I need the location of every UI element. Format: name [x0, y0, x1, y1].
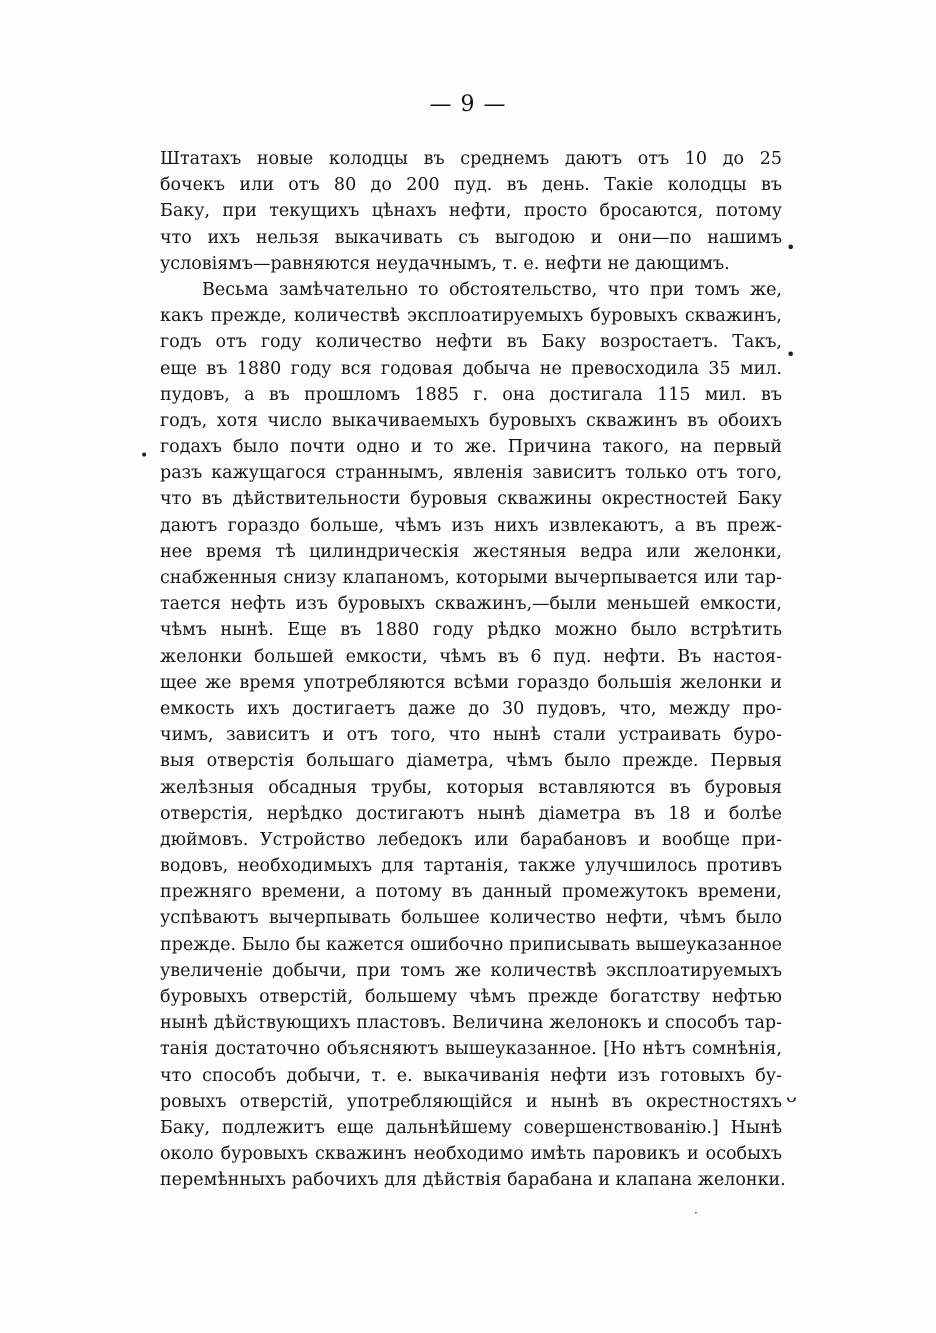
- text-line: ровыхъ отверстій, употребляющійся и нынѣ въ окрестностяхъ: [160, 1091, 782, 1112]
- text-line: желонки большей емкости, чѣмъ въ 6 пуд. нефти. Въ настоя-: [160, 646, 782, 667]
- text-line: бочекъ или отъ 80 до 200 пуд. въ день. Такіе колодцы въ: [160, 175, 782, 196]
- text-line: даютъ гораздо больше, чѣмъ изъ нихъ извлекаютъ, а въ преж-: [160, 515, 782, 536]
- text-line: танія достаточно объясняютъ вышеуказанное. [Но нѣтъ сомнѣнія,: [160, 1039, 782, 1060]
- margin-mark: •: [786, 238, 796, 257]
- text-line: отверстія, нерѣдко достигаютъ нынѣ діаметра въ 18 и болѣе: [160, 803, 782, 824]
- text-line: Весьма замѣчательно то обстоятельство, что при томъ же,: [202, 279, 782, 300]
- text-line: что способъ добычи, т. е. выкачиванія нефти изъ готовыхъ бу-: [160, 1065, 782, 1086]
- margin-mark: •: [140, 448, 149, 464]
- text-line: буровыхъ отверстій, большему чѣмъ прежде богатству нефтью: [160, 987, 782, 1007]
- text-line: Баку, при текущихъ цѣнахъ нефти, просто бросаются, потому: [160, 201, 782, 222]
- text-line: водовъ, необходимыхъ для тартанія, также улучшилось противъ: [160, 856, 782, 877]
- text-line: разъ кажущагося страннымъ, явленія зависитъ только отъ того,: [160, 463, 782, 484]
- text-line: условіямъ—равняются неудачнымъ, т. е. нефти не дающимъ.: [160, 253, 730, 274]
- text-line: около буровыхъ скважинъ необходимо имѣть паровикъ и особыхъ: [160, 1144, 782, 1165]
- text-line: годахъ было почти одно и то же. Причина такого, на первый: [160, 437, 782, 458]
- text-line: снабженныя снизу клапаномъ, которыми вычерпывается или тар-: [160, 568, 782, 588]
- text-line: нынѣ дѣйствующихъ пластовъ. Величина желонокъ и способъ тар-: [160, 1013, 782, 1034]
- body-text: [160, 146, 786, 1194]
- text-line: еще въ 1880 году вся годовая добыча не превосходила 35 мил.: [160, 358, 782, 379]
- text-line: пудовъ, а въ прошломъ 1885 г. она достигала 115 мил. въ: [160, 384, 782, 405]
- text-line: щее же время употребляются всѣми гораздо большія желонки и: [160, 672, 782, 693]
- text-line: емкость ихъ достигаетъ даже до 30 пудовъ, что, между про-: [160, 698, 782, 719]
- text-line: увеличеніе добычи, при томъ же количествѣ эксплоатируемыхъ: [160, 960, 782, 981]
- text-line: успѣваютъ вычерпывать большее количество нефти, чѣмъ было: [160, 908, 782, 929]
- text-line: нее время тѣ цилиндрическія жестяныя ведра или желонки,: [160, 541, 782, 562]
- text-line: годъ, хотя число выкачиваемыхъ буровыхъ скважинъ въ обоихъ: [160, 410, 782, 431]
- text-line: чимъ, зависитъ и отъ того, что нынѣ стали устраивать буро-: [160, 725, 782, 746]
- text-line: Баку, подлежитъ еще дальнѣйшему совершенствованію.] Нынѣ: [160, 1117, 782, 1138]
- text-line: чѣмъ нынѣ. Еще въ 1880 году рѣдко можно было встрѣтить: [160, 620, 782, 641]
- margin-mark: ᴗ: [786, 1086, 797, 1107]
- text-line: прежняго времени, а потому въ данный промежутокъ времени,: [160, 882, 782, 903]
- text-line: прежде. Было бы кажется ошибочно приписывать вышеуказанное: [160, 934, 782, 955]
- text-line: что ихъ нельзя выкачивать съ выгодою и они—по нашимъ: [160, 227, 782, 248]
- text-line: какъ прежде, количествѣ эксплоатируемыхъ буровыхъ скважинъ,: [160, 306, 782, 327]
- page-number: — 9 —: [429, 92, 507, 117]
- text-line: Штатахъ новые колодцы въ среднемъ даютъ отъ 10 до 25: [160, 149, 782, 169]
- text-line: годъ отъ году количество нефти въ Баку возростаетъ. Такъ,: [160, 332, 782, 353]
- text-line: выя отверстія большаго діаметра, чѣмъ было прежде. Первыя: [160, 751, 782, 772]
- text-line: желѣзныя обсадныя трубы, которыя вставляются въ буровыя: [160, 777, 782, 798]
- margin-mark: ·: [694, 1206, 698, 1220]
- margin-mark: •: [786, 345, 796, 364]
- text-line: дюймовъ. Устройство лебедокъ или барабановъ и вообще при-: [160, 829, 782, 850]
- text-line: что въ дѣйствительности буровыя скважины окрестностей Баку: [160, 489, 782, 510]
- text-line: тается нефть изъ буровыхъ скважинъ,—были меньшей емкости,: [160, 594, 782, 615]
- text-line: перемѣнныхъ рабочихъ для дѣйствія барабана и клапана желонки.: [160, 1170, 786, 1191]
